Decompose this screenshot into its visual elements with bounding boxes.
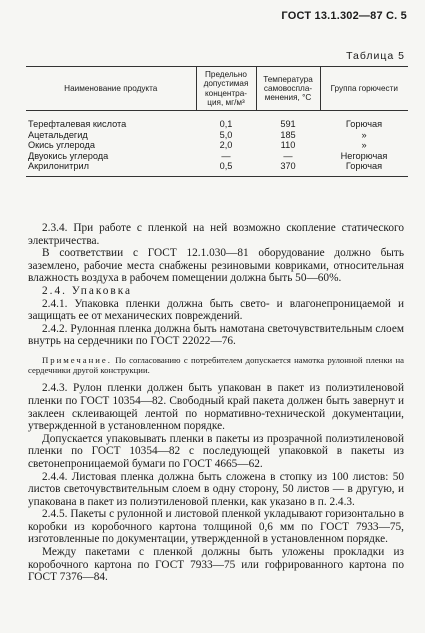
section-heading (28, 285, 404, 298)
paragraph: 2.4.2. Рулонная пленка должна быть намотана светочувствительным слоем внутрь на сердечники по ГОСТ 22022—76. (28, 322, 404, 348)
cell-name: Ацетальдегид (28, 129, 88, 140)
cell-name: Двуокись углерода (28, 150, 109, 161)
column-header-temperature: Температура самовоспла- менения, °С (256, 67, 320, 111)
note (28, 355, 404, 375)
table-row (26, 111, 408, 130)
cell-concentration: 0,1 (219, 119, 233, 130)
cell-concentration: — (221, 150, 231, 161)
cell-concentration: 0,5 (196, 161, 256, 176)
cell-temperature: 591 (280, 119, 296, 130)
section-title: Упаковка (71, 284, 133, 297)
column-header-concentration: Предельно допустимая концентра- ция, мг/м³ (196, 67, 256, 111)
table-caption: Таблица 5 (346, 50, 405, 62)
paragraph: 2.4.3. Рулон пленки должен быть упакован в пакет из полиэтиленовой пленки по ГОСТ 10354—82. Свободный край пакета должен быть завернут и заклеен склеивающей лентой по нормативно-технической документации, утвержденной в установленном порядке. (28, 382, 404, 433)
cell-group: Горючая (345, 119, 383, 130)
table-row (26, 161, 408, 176)
section-number: 2.4. (42, 284, 67, 297)
column-header-name: Наименование продукта (26, 67, 196, 111)
data-table (26, 66, 408, 177)
cell-group: » (361, 129, 367, 140)
paragraph: Допускается упаковывать пленки в пакеты из прозрачной полиэтиленовой пленки по ГОСТ 10354—82 с последующей упаковкой в пакеты из светонепроницаемой бумаги по ГОСТ 4665—62. (28, 432, 404, 470)
cell-concentration: 2,0 (219, 140, 233, 151)
paragraph: 2.3.4. При работе с пленкой на ней возможно скопление статического электричества. (28, 222, 404, 247)
cell-name: Акрилонитрил (26, 161, 196, 176)
cell-temperature: 110 (280, 140, 296, 151)
cell-name: Окись углерода (28, 140, 95, 151)
cell-temperature: 370 (256, 161, 320, 176)
paragraph: 2.4.5. Пакеты с рулонной и листовой пленкой укладывают горизонтально в коробки из коробочного картона толщиной 0,6 мм по ГОСТ 7933—75, изготовленные по документации, утвержденной в установленном порядке. (28, 508, 404, 546)
paragraph: 2.4.1. Упаковка пленки должна быть свето- и влагонепроницаемой и защищать ее от механических повреждений. (28, 297, 404, 323)
cell-temperature: 185 (280, 129, 296, 140)
note-label: Примечание. (42, 354, 112, 365)
column-header-group: Группа горючести (320, 67, 408, 111)
table-row (26, 130, 408, 141)
cell-group: » (361, 140, 367, 151)
note-text: По согласованию с потребителем допускается намотка рулонной пленки на сердечники другой конструкции. (28, 354, 404, 376)
cell-temperature: — (283, 150, 293, 161)
table-header-row (26, 67, 408, 111)
paragraph: Между пакетами с пленкой должны быть уложены прокладки из коробочного картона по ГОСТ 7933—75 или гофрированного картона по ГОСТ 7376—84. (28, 546, 404, 584)
paragraph: 2.4.4. Листовая пленка должна быть сложена в стопку из 100 листов: 50 листов светочувствительным слоем в одну сторону, 50 листов — в другую, и упакована в пакет из полиэтиленовой пленки, как указано в п. 2.4.3. (28, 470, 404, 508)
table-row (26, 140, 408, 151)
body-text (28, 222, 404, 584)
paragraph: В соответствии с ГОСТ 12.1.030—81 оборудование должно быть заземлено, рабочие места снабжены резиновыми ковриками, относительная влажность воздуха в рабочем помещении должна быть 50—60%. (28, 247, 404, 285)
table-row (26, 151, 408, 162)
cell-group: Негорючая (340, 150, 388, 161)
cell-group: Горючая (320, 161, 408, 176)
cell-name: Терефталевая кислота (28, 119, 127, 130)
page-header: ГОСТ 13.1.302—87 С. 5 (281, 10, 407, 22)
cell-concentration: 5,0 (219, 129, 233, 140)
